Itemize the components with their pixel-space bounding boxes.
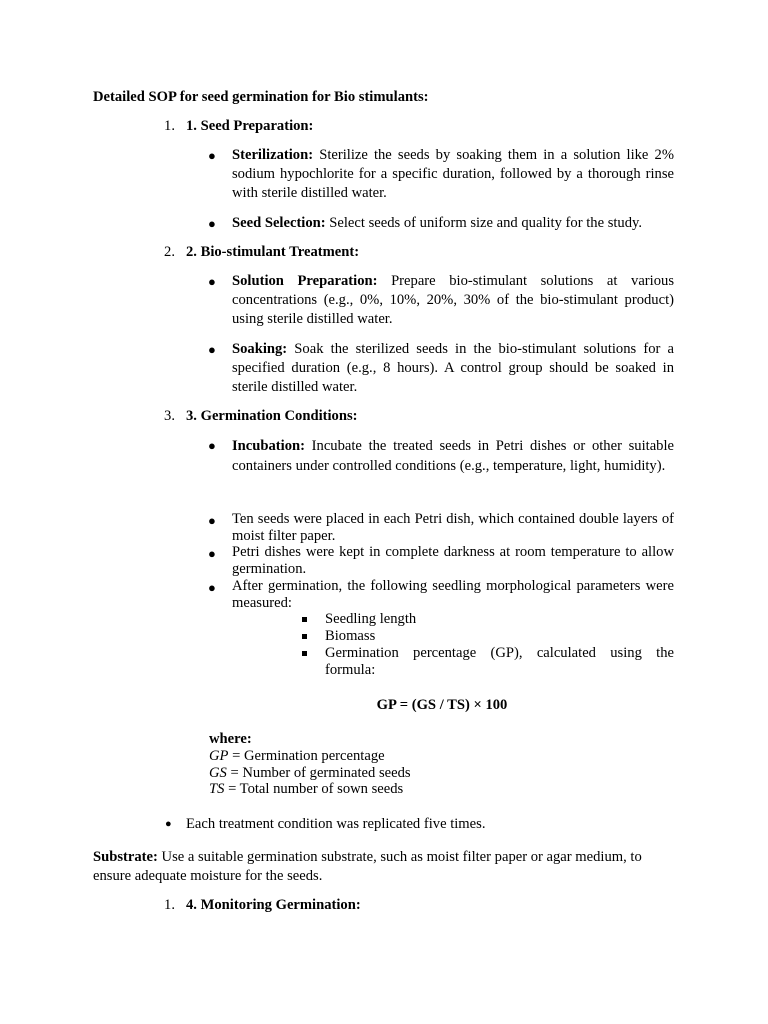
substrate-text: Use a suitable germination substrate, such as moist filter paper or agar medium, to ensure adequate moisture for the seeds.: [93, 849, 642, 884]
item-label: Solution Preparation:: [232, 273, 378, 289]
bullet-icon: ●: [208, 342, 216, 357]
definition-text: = Germination percentage: [228, 748, 385, 764]
list-item-seed-selection: [232, 214, 674, 233]
item-text: Prepare bio-stimulant solutions at various concentrations (e.g., 0%, 10%, 20%, 30% of the bio-stimulant product) using sterile distilled water.: [232, 273, 674, 327]
section-2-heading: 2. Bio-stimulant Treatment:: [186, 244, 360, 260]
item-text: Sterilize the seeds by soaking them in a solution like 2% sodium hypochlorite for a specific duration, followed by a thorough rinse with sterile distilled water.: [232, 147, 674, 201]
formula: GP = (GS / TS) × 100: [376, 697, 508, 713]
sub-item-germination-percentage: Germination percentage (GP), calculated using the formula:: [325, 645, 674, 678]
square-bullet-icon: [302, 651, 307, 656]
where-label: where:: [209, 731, 252, 747]
definition-text: = Number of germinated seeds: [226, 765, 411, 781]
item-text: Soak the sterilized seeds in the bio-stimulant solutions for a specified duration (e.g., 8 hours). A control group should be soaked in sterile distilled water.: [232, 341, 674, 395]
section-1-heading: 1. Seed Preparation:: [186, 118, 314, 134]
bullet-icon: ●: [208, 274, 216, 289]
section-3-heading: 3. Germination Conditions:: [186, 408, 358, 424]
sub-item-seedling-length: Seedling length: [325, 611, 417, 627]
bullet-icon: ●: [208, 438, 216, 453]
bullet-icon: ●: [208, 546, 216, 561]
item-label: Sterilization:: [232, 147, 314, 163]
list-item-replication: Each treatment condition was replicated five times.: [186, 816, 486, 832]
list-item-solution-preparation: [232, 272, 674, 329]
item-text: Select seeds of uniform size and quality for the study.: [325, 215, 643, 231]
list-item-parameters: After germination, the following seedling morphological parameters were measured:: [232, 578, 674, 611]
section-3-number: 3.: [164, 408, 175, 424]
definition-symbol: GS: [209, 765, 227, 781]
definition-text: = Total number of sown seeds: [224, 781, 404, 797]
list-item-soaking: [232, 340, 674, 397]
bullet-icon: ●: [208, 148, 216, 163]
substrate-label: Substrate:: [93, 849, 158, 865]
list-item-sterilization: [232, 146, 674, 203]
item-label: Incubation:: [232, 438, 305, 454]
list-item-ten-seeds: Ten seeds were placed in each Petri dish, which contained double layers of moist filter paper.: [232, 511, 674, 544]
substrate-paragraph: [93, 848, 683, 886]
item-label: Seed Selection:: [232, 215, 326, 231]
bullet-icon: ●: [208, 216, 216, 231]
item-text: Incubate the treated seeds in Petri dishes or other suitable containers under controlled conditions (e.g., temperature, light, humidity).: [232, 438, 674, 474]
square-bullet-icon: [302, 617, 307, 622]
definition-symbol: GP: [209, 748, 229, 764]
definition-ts: [209, 780, 403, 799]
sub-item-biomass: Biomass: [325, 628, 376, 644]
document-title: Detailed SOP for seed germination for Bio stimulants:: [93, 89, 429, 105]
section-1-number: 1.: [164, 118, 175, 134]
section-4-heading: 4. Monitoring Germination:: [186, 897, 361, 913]
bullet-icon: ●: [165, 818, 172, 830]
square-bullet-icon: [302, 634, 307, 639]
bullet-icon: ●: [208, 513, 216, 528]
section-4-number: 1.: [164, 897, 175, 913]
list-item-incubation: [232, 436, 674, 476]
bullet-icon: ●: [208, 580, 216, 595]
item-label: Soaking:: [232, 341, 288, 357]
definition-symbol: TS: [209, 781, 225, 797]
section-2-number: 2.: [164, 244, 175, 260]
list-item-darkness: Petri dishes were kept in complete darkness at room temperature to allow germination.: [232, 544, 674, 577]
